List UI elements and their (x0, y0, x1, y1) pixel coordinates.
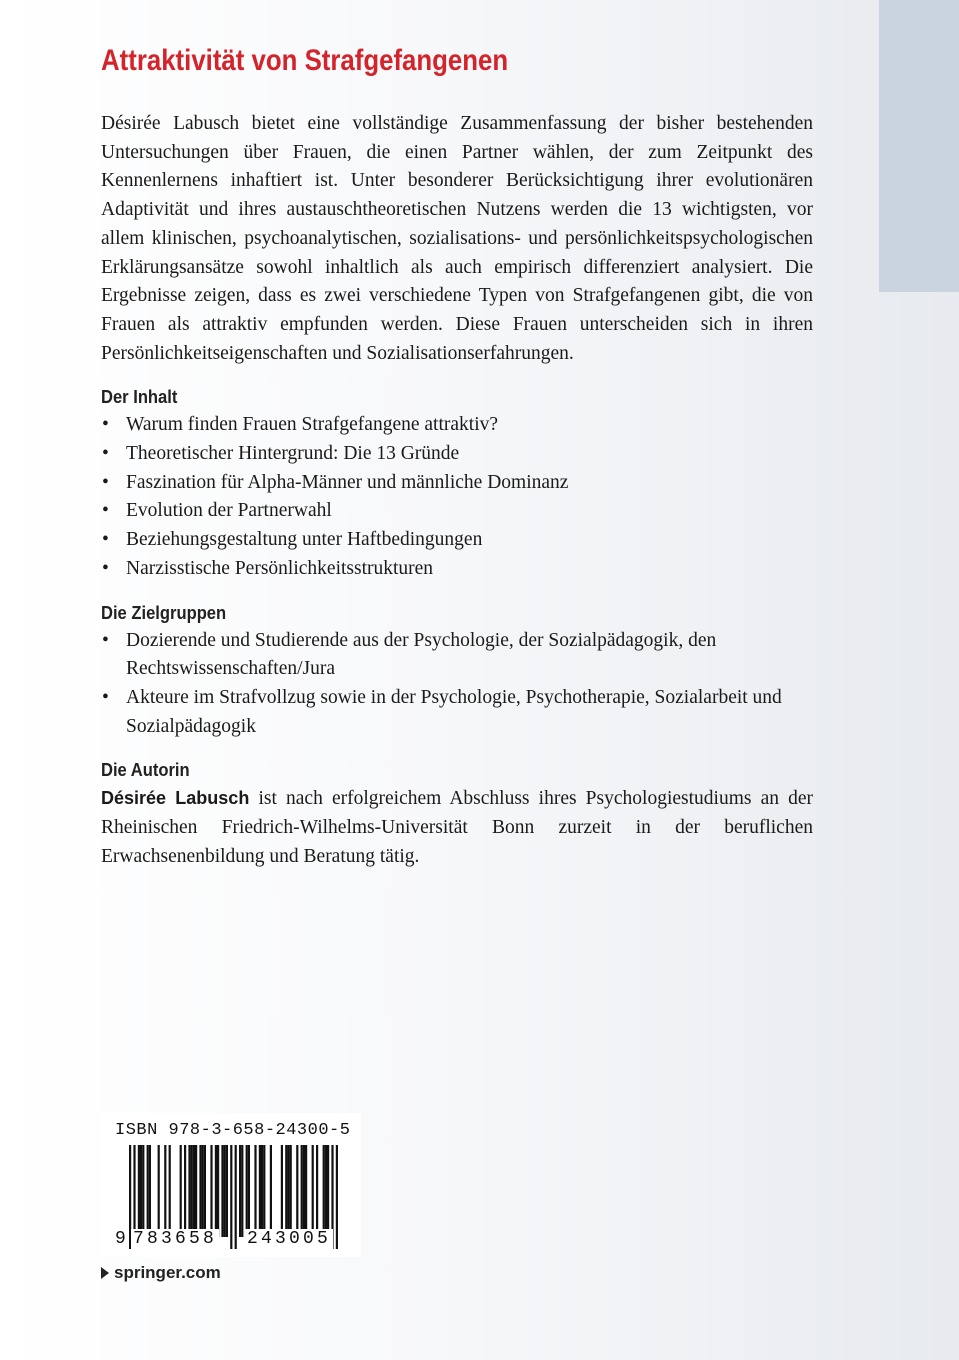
zielgruppen-list (101, 627, 813, 742)
list-item: • Faszination für Alpha-Männer und männliche Dominanz (101, 469, 813, 498)
barcode-bar (296, 1145, 298, 1237)
barcode-bar (281, 1145, 283, 1237)
barcode-bar (323, 1145, 325, 1237)
barcode-bar (147, 1145, 149, 1237)
barcode-bar (193, 1145, 195, 1237)
barcode-bar (199, 1145, 201, 1237)
inhalt-heading: Der Inhalt (101, 387, 178, 408)
barcode-bar (327, 1145, 329, 1237)
barcode-bar (261, 1145, 263, 1237)
barcode-digits-left: 783658 (133, 1229, 218, 1249)
autorin-paragraph (101, 784, 813, 871)
inhalt-list (101, 411, 813, 583)
barcode-bar (259, 1145, 261, 1237)
barcode-bar (224, 1145, 226, 1237)
list-item: • Warum finden Frauen Strafgefangene attraktiv? (101, 411, 813, 440)
barcode-bar (158, 1145, 160, 1237)
barcode-digits-right: 243005 (247, 1229, 332, 1249)
barcode-bar (184, 1145, 186, 1237)
barcode-bar (210, 1145, 212, 1237)
barcode-bar (239, 1145, 241, 1237)
barcode-bar (138, 1145, 140, 1237)
barcode-bar (246, 1145, 248, 1237)
autorin-heading: Die Autorin (101, 760, 190, 781)
isbn-barcode (101, 1113, 361, 1257)
barcode-bar (202, 1145, 204, 1237)
list-item: • Evolution der Partnerwahl (101, 497, 813, 526)
barcode-bar (303, 1145, 305, 1237)
back-cover-text (101, 110, 813, 871)
barcode-bar (188, 1145, 190, 1237)
barcode-bar (285, 1145, 287, 1237)
barcode-bar (226, 1145, 228, 1237)
barcode-bar (195, 1145, 197, 1237)
list-item: • Dozierende und Studierende aus der Psychologie, der Sozialpädagogik, den Rechtswissenschaften/Jura (101, 627, 813, 684)
barcode-digit-first: 9 (115, 1229, 126, 1249)
triangle-arrow-icon (101, 1267, 109, 1279)
barcode-bar (140, 1145, 142, 1237)
isbn-label: ISBN 978-3-658-24300-5 (115, 1121, 351, 1140)
barcode-bar (142, 1145, 144, 1237)
book-title: Attraktivität von Strafgefangenen (101, 44, 509, 77)
zielgruppen-heading: Die Zielgruppen (101, 602, 227, 623)
barcode-bar (287, 1145, 289, 1237)
barcode-bar (290, 1145, 292, 1237)
side-color-strip (879, 0, 959, 292)
barcode-bar (325, 1145, 327, 1237)
list-item: • Beziehungsgestaltung unter Haftbedingungen (101, 526, 813, 555)
summary-paragraph: Désirée Labusch bietet eine vollständige Zusammenfassung der bisher bestehenden Untersuchungen über Frauen, die einen Partner wählen, der zum Zeitpunkt des Kennenlernens inhaftiert ist. Unter besonderer Berücksichtigung ihrer evolutionären Adaptivität und ihres austauschtheoretischen Nutzens werden die 13 wichtigsten, vor allem klinischen, psychoanalytischen, sozialisations- und persönlichkeitspsychologischen Erklärungsansätze sowohl inhaltlich als auch empirisch differenziert analysiert. Die Ergebnisse zeigen, dass es zwei verschiedene Typen von Strafgefangenen gibt, die von Frauen als attraktiv empfunden werden. Diese Frauen unterscheiden sich in ihren Persönlichkeitseigenschaften und Sozialisationserfahrungen. (101, 113, 813, 364)
barcode-bar (316, 1145, 318, 1237)
barcode-bar (254, 1145, 256, 1237)
barcode-bar (204, 1145, 206, 1237)
author-name: Désirée Labusch (101, 788, 250, 809)
barcode-bar (180, 1145, 182, 1237)
barcode-bar (221, 1145, 223, 1237)
barcode-bar (263, 1145, 265, 1237)
barcode-bar (217, 1145, 219, 1237)
barcode-bar (164, 1145, 166, 1237)
barcode-digits (101, 1229, 361, 1253)
barcode-bar (248, 1145, 250, 1237)
list-item: • Akteure im Strafvollzug sowie in der Psychologie, Psychotherapie, Sozialarbeit und Sozialpädagogik (101, 684, 813, 741)
list-item: • Theoretischer Hintergrund: Die 13 Gründe (101, 440, 813, 469)
barcode-bar (270, 1145, 272, 1237)
barcode-bar (191, 1145, 193, 1237)
barcode-bar (149, 1145, 151, 1237)
barcode-bar (301, 1145, 303, 1237)
author-bio: ist nach erfolgreichem Abschluss ihres Psychologiestudiums an der Rheinischen Friedrich-Wilhelms-Universität Bonn zurzeit in der beruflichen Erwachsenenbildung und Beratung tätig. (101, 788, 814, 867)
barcode-bar (312, 1145, 314, 1237)
publisher-link[interactable] (101, 1263, 221, 1283)
barcode-bar (241, 1145, 243, 1237)
barcode-bar (215, 1145, 217, 1237)
list-item: • Narzisstische Persönlichkeitsstrukturen (101, 555, 813, 584)
barcode-bar (305, 1145, 307, 1237)
publisher-label: springer.com (114, 1263, 221, 1282)
barcode-bar (169, 1145, 171, 1237)
